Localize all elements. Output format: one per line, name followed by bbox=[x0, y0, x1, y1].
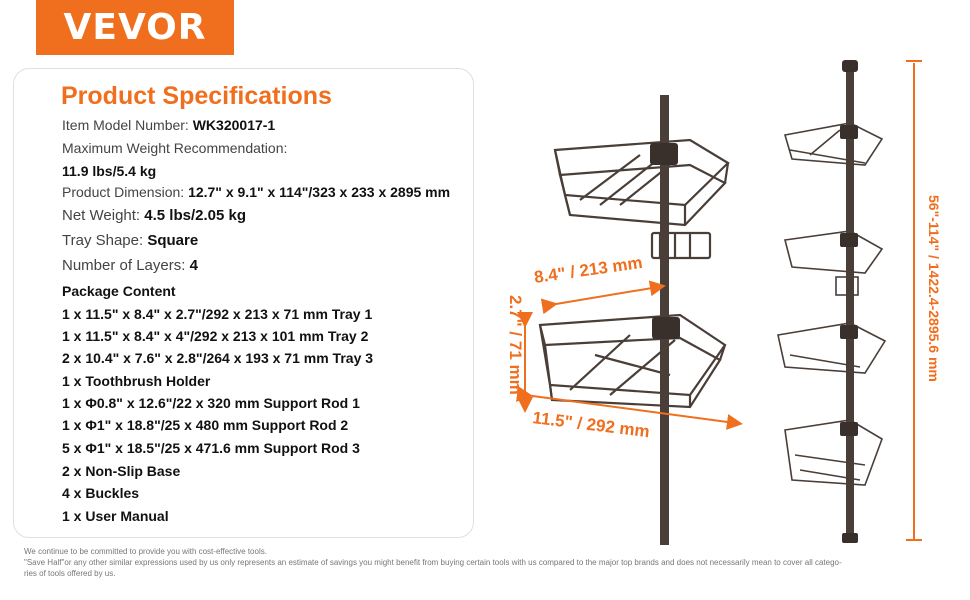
package-item: 1 x Φ0.8" x 12.6"/22 x 320 mm Support Rod 1 bbox=[62, 395, 360, 411]
close-up-upper-tray bbox=[555, 140, 728, 258]
brand-logo bbox=[36, 0, 234, 55]
spec-max-weight-value: 11.9 lbs/5.4 kg bbox=[62, 163, 157, 179]
spec-net-weight-label: Net Weight: bbox=[62, 207, 145, 224]
depth-dimension-label: 8.4" / 213 mm bbox=[532, 252, 644, 287]
footnote bbox=[24, 546, 949, 579]
package-item: 1 x Φ1" x 18.8"/25 x 480 mm Support Rod 2 bbox=[62, 417, 349, 433]
footnote-line: We continue to be committed to provide you with cost-effective tools. bbox=[24, 547, 267, 556]
footnote-line: ries of tools offered by us. bbox=[24, 569, 116, 578]
spec-model-label: Item Model Number: bbox=[62, 117, 193, 133]
lower-clamp bbox=[652, 317, 680, 339]
close-up-lower-tray bbox=[540, 315, 725, 407]
spec-dimension-value: 12.7" x 9.1" x 114"/323 x 233 x 2895 mm bbox=[188, 184, 451, 200]
spec-tray-shape-value: Square bbox=[147, 232, 199, 249]
package-item: 4 x Buckles bbox=[62, 485, 140, 501]
package-heading: Package Content bbox=[62, 283, 176, 299]
package-item: 1 x 11.5" x 8.4" x 2.7"/292 x 213 x 71 mm Tray 1 bbox=[62, 306, 373, 322]
width-dimension-label: 11.5" / 292 mm bbox=[531, 408, 651, 442]
spec-title: Product Specifications bbox=[61, 82, 332, 110]
bottom-base bbox=[842, 533, 858, 543]
package-item: 2 x 10.4" x 7.6" x 2.8"/264 x 193 x 71 mm Tray 3 bbox=[62, 350, 374, 366]
package-item: 1 x 11.5" x 8.4" x 4"/292 x 213 x 101 mm Tray 2 bbox=[62, 328, 369, 344]
spec-tray-shape-row bbox=[62, 232, 198, 249]
height-dimension-label: 2.7" / 71 mm bbox=[506, 295, 525, 395]
depth-dimension-line bbox=[550, 287, 658, 305]
product-illustration bbox=[480, 55, 960, 545]
logo-text: VEVOR bbox=[63, 7, 207, 48]
spec-dimension-row bbox=[62, 184, 450, 200]
spec-layers-value: 4 bbox=[189, 257, 198, 274]
spec-layers-row bbox=[62, 257, 198, 274]
package-item: 2 x Non-Slip Base bbox=[62, 463, 181, 479]
full-trays bbox=[778, 123, 885, 485]
spec-max-weight-row bbox=[62, 163, 156, 179]
spec-model-row bbox=[62, 117, 275, 133]
upper-clamp bbox=[650, 143, 678, 165]
spec-max-weight-label: Maximum Weight Recommendation: bbox=[62, 140, 288, 156]
spec-dimension-label: Product Dimension: bbox=[62, 184, 189, 200]
spec-model-value: WK320017-1 bbox=[192, 117, 276, 133]
package-item: 1 x User Manual bbox=[62, 508, 169, 524]
spec-tray-shape-label: Tray Shape: bbox=[62, 232, 148, 249]
spec-net-weight-value: 4.5 lbs/2.05 kg bbox=[144, 207, 246, 224]
top-cap bbox=[842, 60, 858, 72]
package-item: 5 x Φ1" x 18.5"/25 x 471.6 mm Support Rod 3 bbox=[62, 440, 360, 456]
spec-net-weight-row bbox=[62, 207, 246, 224]
spec-layers-label: Number of Layers: bbox=[62, 257, 190, 274]
footnote-line: "Save Half"or any other similar expressions used by us only represents an estimate of savings you might benefit from buying certain tools with us compared to the major top brands and does not necessarily mean to cover all catego- bbox=[24, 558, 842, 567]
package-item: 1 x Toothbrush Holder bbox=[62, 373, 211, 389]
total-height-label: 56"-114" / 1422.4-2895.6 mm bbox=[926, 195, 942, 382]
